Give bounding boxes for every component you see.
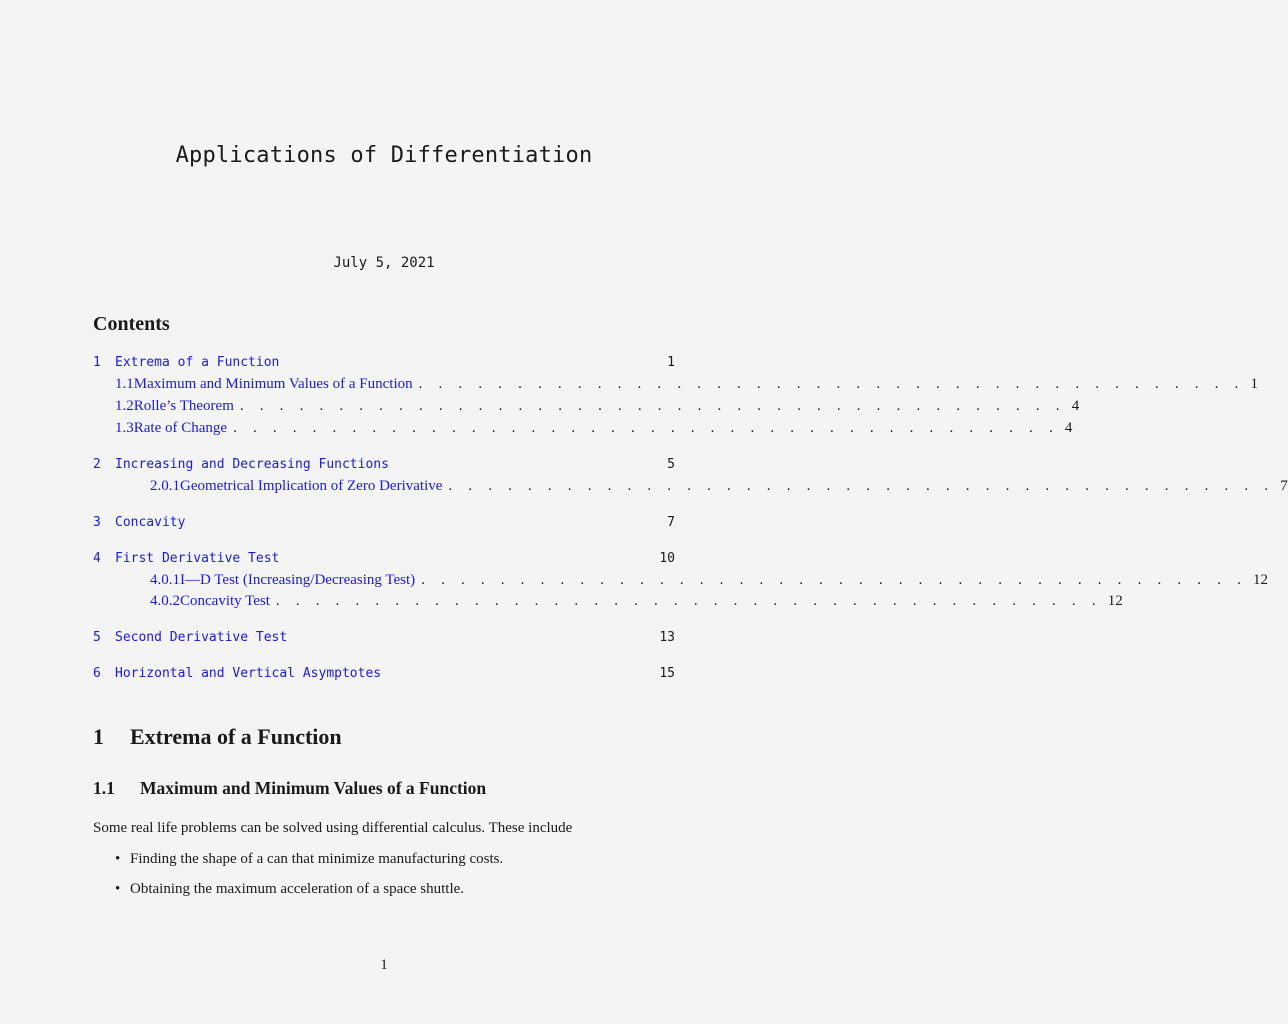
toc-entry[interactable]	[150, 593, 1123, 613]
toc-leader: . . . . . . . . . . . . . . . . . . . . . . . . . . . . . . . . . . . . . . . . . .	[421, 572, 1248, 588]
toc-number: 1.1	[115, 376, 134, 392]
toc-label: First Derivative Test	[115, 551, 280, 566]
toc-entry[interactable]	[93, 355, 675, 375]
toc-label: Rolle’s Theorem	[133, 398, 234, 414]
toc-number: 1	[93, 355, 101, 370]
toc-page: 15	[659, 666, 675, 681]
list-item-text: Finding the shape of a can that minimize manufacturing costs.	[130, 851, 504, 867]
toc-page: 7	[1280, 478, 1288, 494]
toc-entry[interactable]	[93, 551, 675, 571]
toc-label: Increasing and Decreasing Functions	[115, 457, 389, 472]
toc-label: I—D Test (Increasing/Decreasing Test)	[180, 572, 416, 588]
toc-leader: . . . . . . . . . . . . . . . . . . . . . . . . . . . . . . . . . . . . . . . . . .	[448, 478, 1275, 494]
list-item	[115, 851, 503, 868]
section-number: 1	[93, 724, 104, 749]
toc-entry[interactable]	[93, 666, 675, 686]
toc-number: 6	[93, 666, 101, 681]
toc-number: 2.0.1	[150, 478, 180, 494]
toc-entry[interactable]	[93, 630, 675, 650]
toc-page: 12	[1253, 572, 1269, 588]
toc-label: Second Derivative Test	[115, 630, 288, 645]
list-item	[115, 881, 464, 898]
toc-entry[interactable]	[93, 515, 675, 535]
toc-page: 4	[1064, 420, 1073, 436]
subsection-title: Maximum and Minimum Values of a Function	[140, 778, 487, 798]
toc-number: 4.0.2	[150, 593, 180, 609]
subsection-number: 1.1	[93, 778, 115, 798]
toc-leader: . . . . . . . . . . . . . . . . . . . . . . . . . . . . . . . . . . . . . . . . . .	[239, 398, 1066, 414]
toc-label: Concavity	[115, 515, 186, 530]
toc-number: 5	[93, 630, 101, 645]
document-title: Applications of Differentiation	[175, 143, 593, 168]
contents-heading: Contents	[93, 313, 170, 335]
intro-paragraph: Some real life problems can be solved using differential calculus. These include	[93, 820, 573, 836]
toc-number: 3	[93, 515, 101, 530]
toc-label: Rate of Change	[133, 420, 228, 436]
toc-label: Extrema of a Function	[115, 355, 280, 370]
section-heading	[93, 724, 342, 750]
toc-leader: . . . . . . . . . . . . . . . . . . . . . . . . . . . . . . . . . . . . . . . . . .	[418, 376, 1245, 392]
toc-page: 13	[659, 630, 675, 645]
toc-page: 7	[667, 515, 675, 530]
toc-entry[interactable]	[115, 376, 1258, 396]
toc-page: 10	[659, 551, 675, 566]
toc-label: Maximum and Minimum Values of a Function	[133, 376, 413, 392]
subsection-heading	[93, 778, 486, 799]
document-date: July 5, 2021	[333, 255, 435, 271]
bullet-icon: •	[115, 881, 121, 897]
toc-entry[interactable]	[150, 478, 1288, 498]
toc-entry[interactable]	[115, 420, 1073, 440]
list-item-text: Obtaining the maximum acceleration of a space shuttle.	[130, 881, 465, 897]
toc-page: 1	[667, 355, 675, 370]
toc-page: 1	[1250, 376, 1258, 392]
toc-page: 4	[1071, 398, 1080, 414]
bullet-icon: •	[115, 851, 121, 867]
toc-number: 4.0.1	[150, 572, 180, 588]
toc-label: Concavity Test	[180, 593, 270, 609]
toc-number: 4	[93, 551, 101, 566]
toc-page: 5	[667, 457, 675, 472]
toc-entry[interactable]	[150, 572, 1269, 592]
toc-number: 1.2	[115, 398, 134, 414]
page-number: 1	[380, 957, 388, 973]
toc-entry[interactable]	[115, 398, 1080, 418]
toc-label: Horizontal and Vertical Asymptotes	[115, 666, 382, 681]
toc-page: 12	[1107, 593, 1123, 609]
toc-number: 2	[93, 457, 101, 472]
toc-leader: . . . . . . . . . . . . . . . . . . . . . . . . . . . . . . . . . . . . . . . . . .	[275, 593, 1102, 609]
toc-entry[interactable]	[93, 457, 675, 477]
toc-leader: . . . . . . . . . . . . . . . . . . . . . . . . . . . . . . . . . . . . . . . . . .	[233, 420, 1059, 436]
section-title: Extrema of a Function	[130, 724, 342, 749]
toc-label: Geometrical Implication of Zero Derivative	[180, 478, 443, 494]
toc-number: 1.3	[115, 420, 134, 436]
